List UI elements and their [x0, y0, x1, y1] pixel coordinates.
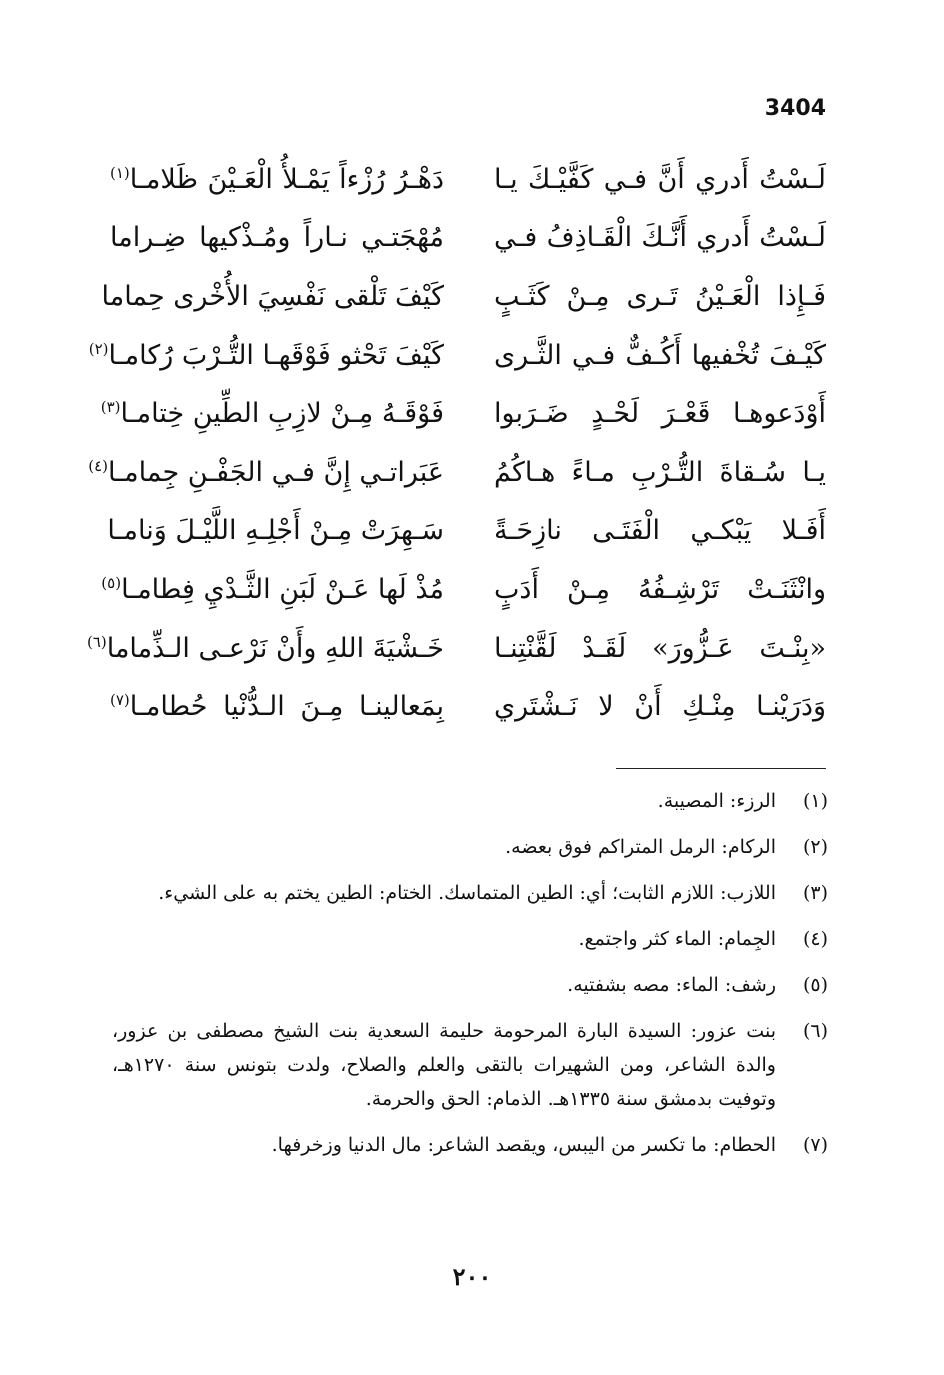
footnote-ref: (٧): [110, 691, 130, 710]
hemistich-first: أَوْدَعوهـا قَعْـرَ لَحْـدٍ ضَـرَبوا: [494, 398, 826, 430]
verse: [110, 209, 826, 268]
hemistich-first: «بِنْـتَ عَـزُّورَ» لَقَـدْ لَقَّنْتِنـا: [494, 632, 826, 664]
poem: [86, 150, 826, 736]
footnote-text: اللازب: اللازم الثابت؛ أي: الطين المتماسك. الختام: الطين يختم به على الشيء.: [158, 882, 776, 904]
verse: [100, 384, 826, 443]
hemistich-second: [110, 222, 444, 253]
footnote-ref: (٢): [88, 339, 109, 358]
verse: [110, 677, 826, 736]
footnote-ref: (٤): [88, 456, 109, 475]
hemistich-second-text: سَـهِرَتْ مِـنْ أَجْلِـهِ اللَّيْـلَ وَنامـا: [107, 515, 444, 547]
footnote-text: الجِمام: الماء كثر واجتمع.: [578, 928, 776, 950]
hemistich-second: [101, 280, 444, 312]
hemistich-second-text: دَهْـرُ رُزْءاً يَمْـلأُ الْعَـيْنَ ظَلامـا: [129, 163, 444, 195]
footnote: [112, 1014, 828, 1116]
hemistich-first: يـا سُـقاةَ التُّـرْبِ مـاءً هـاكُمُ: [494, 456, 826, 488]
footnote: [112, 922, 828, 956]
hemistich-second: [88, 456, 444, 488]
hemistich-second: [110, 691, 444, 722]
hemistich-second: [100, 398, 444, 430]
footnote: [112, 784, 828, 818]
hemistich-second: [101, 573, 444, 605]
hemistich-first: فَـإِذا الْعَـيْنُ تَـرى مِـنْ كَثَـبٍ: [494, 280, 826, 312]
hemistich-second-text: مُذْ لَها عَـنْ لَبَنِ الثَّـدْيِ فِطامـا: [121, 573, 444, 605]
hemistich-second: [88, 339, 444, 371]
footnotes: [112, 784, 828, 1174]
footnote-text: بنت عزور: السيدة البارة المرحومة حليمة السعدية بنت الشيخ مصطفى بن عزور، والدة الشاعر، ومن الشهيرات بالتقى والعلم والصلاح، ولدت بتونس سنة ١٢٧٠هـ، وتوفيت بدمشق سنة ١٣٣٥هـ. الذمام: الحق والحرمة.: [112, 1020, 776, 1110]
footnote-text: رشف: الماء: مصه بشفتيه.: [567, 974, 776, 996]
hemistich-second: [107, 515, 444, 547]
page-id: 3404: [764, 96, 826, 121]
hemistich-second-text: خَـشْيَةَ اللهِ وأَنْ نَرْعـى الـذِّماما: [106, 632, 444, 664]
hemistich-second-text: كَيْفَ تَلْقى نَفْسِيَ الأُخْرى حِماما: [101, 280, 444, 312]
hemistich-first: أَفَـلا يَبْكـي الْفَتَـى نازِحَـةً: [494, 515, 826, 547]
verse: [110, 150, 826, 209]
hemistich-second-text: بِمَعالينـا مِـنَ الـدُّنْيا حُطامـا: [129, 691, 444, 723]
verse: [88, 443, 826, 502]
hemistich-first: كَيْـفَ تُخْفيها أَكُـفٌّ فـي الثَّـرى: [494, 339, 826, 371]
hemistich-second-text: فَوْقَـهُ مِـنْ لازِبِ الطِّينِ خِتامـا: [120, 398, 444, 430]
verse: [88, 326, 826, 385]
footnote-ref: (١): [110, 163, 130, 182]
footnote-number: (٦): [802, 1020, 828, 1042]
footnote-number: (٢): [802, 836, 828, 858]
footnote-divider: [616, 768, 826, 769]
footnote-number: (٣): [802, 882, 828, 904]
hemistich-second: [110, 164, 444, 195]
footnote-number: (٥): [802, 974, 828, 996]
footnote-number: (٤): [802, 928, 828, 950]
footnote: [112, 968, 828, 1002]
verse: [101, 560, 826, 619]
footnote: [112, 1128, 828, 1162]
verse: [107, 502, 826, 561]
footnote-number: (١): [802, 790, 828, 812]
footnote-number: (٧): [802, 1134, 828, 1156]
hemistich-second: [86, 632, 444, 664]
footnote-ref: (٥): [101, 573, 122, 592]
hemistich-second-text: كَيْفَ تَحْثو فَوْقَهـا التُّـرْبَ رُكامـا: [108, 339, 444, 371]
hemistich-first: لَـسْتُ أَدري أَنَّـكَ الْقَـاذِفُ فـي: [494, 222, 826, 254]
page-number: ٢٠٠: [452, 1262, 492, 1291]
hemistich-first: وَدَرَيْنـا مِنْـكِ أَنْ لا نَـشْتَري: [494, 691, 826, 723]
footnote-text: الحطام: ما تكسر من اليبس، ويقصد الشاعر: مال الدنيا وزخرفها.: [271, 1134, 776, 1156]
hemistich-second-text: عَبَراتـي إِنَّ فـي الجَفْـنِ جِمامـا: [108, 456, 444, 488]
verse: [86, 619, 826, 678]
hemistich-first: وانْثَنَـتْ تَرْشِـفُهُ مِـنْ أَدَبٍ: [494, 573, 826, 605]
footnote: [112, 876, 828, 910]
footnote-text: الركام: الرمل المتراكم فوق بعضه.: [505, 836, 776, 858]
footnote: [112, 830, 828, 864]
footnote-ref: (٣): [100, 398, 121, 417]
verse: [101, 267, 826, 326]
hemistich-first: لَـسْتُ أَدري أَنَّ فـي كَفَّيْـكَ يـا: [494, 163, 826, 195]
hemistich-second-text: مُهْجَتـي نـاراً ومُـذْكيها ضِـراما: [110, 222, 444, 254]
footnote-ref: (٦): [86, 632, 107, 651]
footnote-text: الرزء: المصيبة.: [657, 790, 776, 812]
